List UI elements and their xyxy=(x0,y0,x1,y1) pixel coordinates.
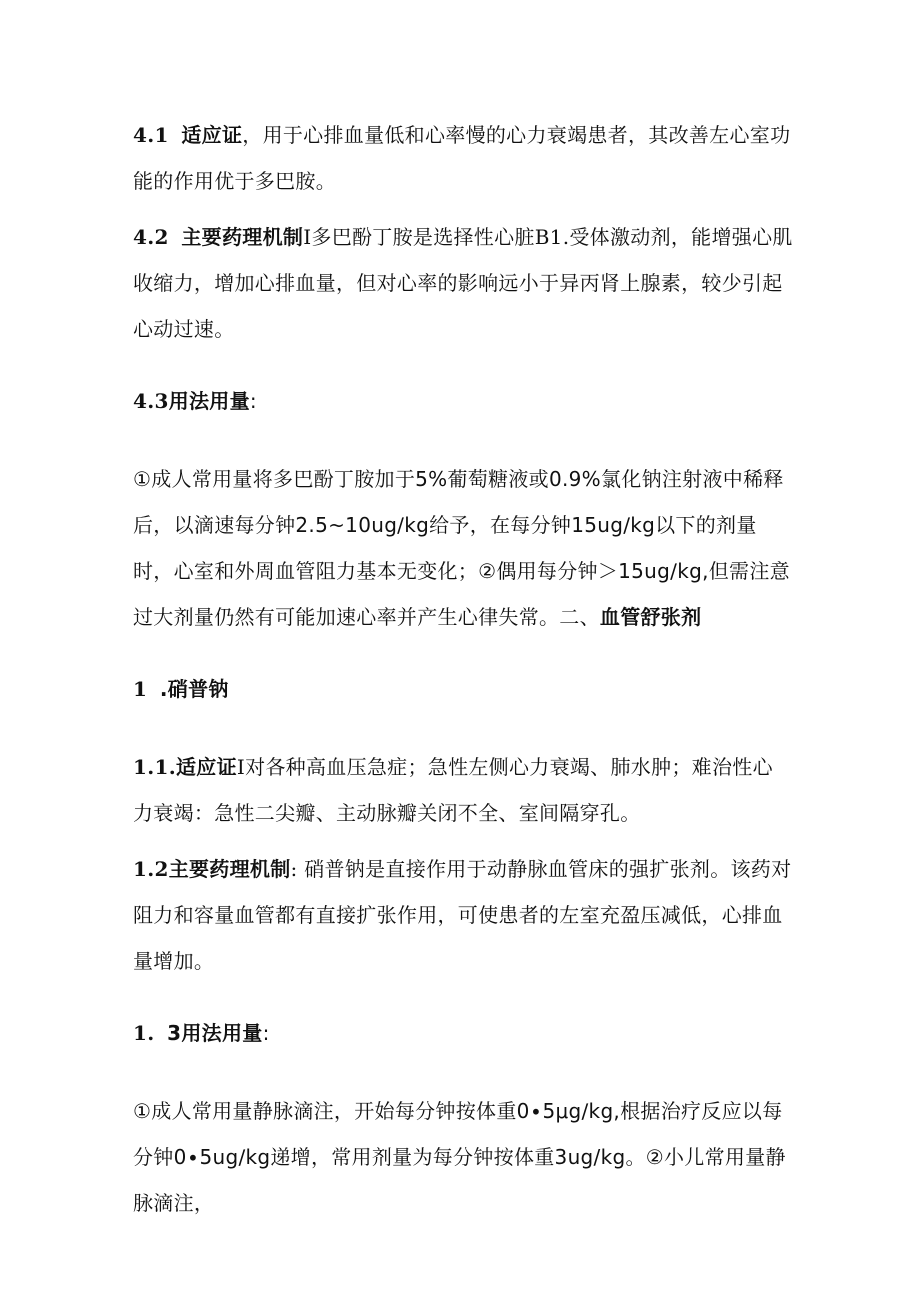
section-number: 4.3 xyxy=(133,389,169,413)
document-page xyxy=(133,112,793,1226)
section-4-1 xyxy=(133,112,793,204)
section-number: 1. xyxy=(133,1021,155,1045)
section-heading: .硝普钠 xyxy=(159,677,229,701)
section-number: 1 xyxy=(133,677,148,701)
section-number: 4.1 xyxy=(133,123,169,147)
section-body: I多巴酚丁胺是选择性心脏B1.受体激动剂，能增强心肌收缩力，增加心排血量，但对心率的影响远小于异丙肾上腺素，较少引起心动过速。 xyxy=(133,225,793,341)
section-number: 4.2 xyxy=(133,225,169,249)
dosage-paragraph-1-3 xyxy=(133,1088,793,1226)
section-number: 1.2 xyxy=(133,857,169,881)
paragraph-text: ①成人常用量静脉滴注，开始每分钟按体重0∙5μg∕kg,根据治疗反应以每分钟0∙5ug∕kg递增，常用剂量为每分钟按体重3ug/kg。②小儿常用量静脉滴注， xyxy=(133,1099,786,1215)
section-heading: 主要药理机制 xyxy=(181,225,304,249)
section-colon: : xyxy=(249,389,257,413)
chapter-heading: 血管舒张剂 xyxy=(599,605,702,629)
section-1-1 xyxy=(133,744,793,836)
section-4-2 xyxy=(133,214,793,352)
section-heading: 适应证 xyxy=(181,123,243,147)
section-1-2 xyxy=(133,846,793,984)
section-body: ，用于心排血量低和心率慢的心力衰竭患者，其改善左心室功能的作用优于多巴胺。 xyxy=(133,123,791,193)
paragraph-text: ①成人常用量将多巴酚丁胺加于5%葡萄糖液或0.9%氯化钠注射液中稀释后，以滴速每分钟2.5~10ug∕kg给予，在每分钟15ug∕kg以下的剂量时，心室和外周血管阻力基本无变化；②偶用每分钟＞15ug∕kg,但需注意过大剂量仍然有可能加速心率并产生心律失常。二、 xyxy=(133,467,790,629)
dosage-paragraph-4-3 xyxy=(133,456,793,640)
section-body: I对各种高血压急症；急性左侧心力衰竭、肺水肿；难治性心力衰竭：急性二尖瓣、主动脉瓣关闭不全、室间隔穿孔。 xyxy=(133,755,773,825)
section-body: : 硝普钠是直接作用于动静脉血管床的强扩张剂。该药对阻力和容量血管都有直接扩张作用，可使患者的左室充盈压减低，心排血量增加。 xyxy=(133,857,792,973)
section-4-3 xyxy=(133,378,793,424)
section-heading: 3用法用量 xyxy=(167,1021,263,1045)
section-1 xyxy=(133,666,793,712)
section-1-3 xyxy=(133,1010,793,1056)
section-heading: 用法用量 xyxy=(168,389,250,413)
section-heading: 适应证 xyxy=(175,755,237,779)
section-number: 1.1. xyxy=(133,755,176,779)
section-colon: : xyxy=(262,1021,270,1045)
section-heading: 主要药理机制 xyxy=(168,857,291,881)
